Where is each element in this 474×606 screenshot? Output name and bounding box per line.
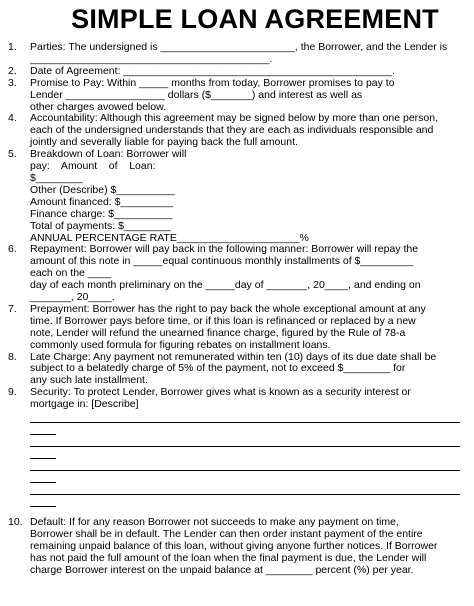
clause-line: commonly used formula for figuring rebates on installment loans. <box>30 338 331 351</box>
clause-prepayment <box>8 304 460 352</box>
security-blank-line-short[interactable] <box>30 482 56 483</box>
clause-number: 5. <box>8 148 17 161</box>
clause-line: each of the undersigned understands that they are each as individuals responsible and <box>30 124 434 137</box>
clause-line: _________________________________________. <box>30 52 273 65</box>
clause-line: Lender _________________ dollars ($_______) and interest as well as <box>30 88 363 101</box>
agreement-body <box>8 42 460 577</box>
clause-line: charge Borrower interest on the unpaid balance at ________ percent (%) per year. <box>30 563 414 576</box>
clause-number: 1. <box>8 41 17 53</box>
clause-line: each on the ____ <box>30 267 112 280</box>
clause-line: Late Charge: Any payment not remunerated within ten (10) days of its due date shall be <box>30 350 437 363</box>
clause-default <box>8 517 460 577</box>
clause-line: $________ <box>30 171 83 184</box>
clause-line: Total of payments: $________ <box>30 219 171 232</box>
clause-line: any such late installment. <box>30 374 148 387</box>
clause-line: other charges avowed below. <box>30 100 167 113</box>
clause-security <box>8 387 460 517</box>
clause-number: 4. <box>8 112 17 125</box>
clause-line: day of each month preliminary on the _____day of _______, 20____, and ending on <box>30 279 421 292</box>
clause-line: subject to a belatedly charge of 5% of the payment, not to exceed $________ for <box>30 362 406 375</box>
clause-parties <box>8 42 460 66</box>
clause-number: 8. <box>8 350 17 363</box>
clause-line: Finance charge: $__________ <box>30 207 173 220</box>
clause-line: Repayment: Borrower will pay back in the following manner: Borrower will repay the <box>30 243 419 256</box>
clause-late-charge <box>8 352 460 388</box>
clause-line: Amount financed: $_________ <box>30 195 174 208</box>
clause-line: time. If Borrower pays before time, or if this loan is refinanced or replaced by a new <box>30 314 416 327</box>
clause-line: Date of Agreement: ______________________________________________. <box>30 64 395 77</box>
clause-line: ANNUAL PERCENTAGE RATE_____________________% <box>30 231 309 244</box>
clause-promise-to-pay <box>8 78 460 114</box>
security-blank-line[interactable] <box>30 470 460 471</box>
clause-line: pay: Amount of Loan: <box>30 160 156 173</box>
clause-number: 9. <box>8 386 17 399</box>
clause-line: Promise to Pay: Within _____ months from today, Borrower promises to pay to <box>30 76 395 89</box>
security-blank-line-short[interactable] <box>30 434 56 435</box>
clause-line: Other (Describe) $__________ <box>30 183 175 196</box>
clause-line: remaining unpaid balance of this loan, without giving anyone further notices. If Borrower <box>30 539 438 552</box>
clause-line: Accountability: Although this agreement may be signed below by more than one person, <box>30 112 438 125</box>
clause-line: Default: If for any reason Borrower not succeeds to make any payment on time, <box>30 516 399 529</box>
clause-line: Borrower shall be in default. The Lender can then order instant payment of the entire <box>30 528 423 540</box>
security-blank-line[interactable] <box>30 446 460 447</box>
clause-line: Parties: The undersigned is _______________________, the Borrower, and the Lender is <box>30 41 448 53</box>
clause-number: 10. <box>8 516 23 529</box>
clause-line: mortgage in: [Describe] <box>30 398 139 411</box>
clause-line: Breakdown of Loan: Borrower will <box>30 148 187 161</box>
clause-repayment <box>8 244 460 304</box>
clause-number: 3. <box>8 76 17 89</box>
security-blank-line[interactable] <box>30 422 460 423</box>
clause-breakdown-of-loan <box>8 149 460 244</box>
security-blank-line[interactable] <box>30 494 460 495</box>
clause-accountability <box>8 113 460 149</box>
clause-date-of-agreement <box>8 66 460 78</box>
clause-line: amount of this note in _____equal continuous monthly installments of $_________ <box>30 255 413 268</box>
clause-number: 6. <box>8 243 17 256</box>
clause-line: has not paid the full amount of the loan when the final payment is due, the Lender will <box>30 551 427 564</box>
security-blank-line-short[interactable] <box>30 458 56 459</box>
clause-line: _______, 20____. <box>30 291 115 304</box>
clause-line: note, Lender will refund the unearned finance charge, figured by the Rule of 78-a <box>30 326 406 339</box>
clause-line: jointly and severally liable for paying back the full amount. <box>30 136 298 149</box>
clause-line: Prepayment: Borrower has the right to pay back the whole exceptional amount at any <box>30 302 426 315</box>
clause-line: Security: To protect Lender, Borrower gives what is known as a security interest or <box>30 386 411 399</box>
security-description-area[interactable] <box>30 422 460 507</box>
clause-number: 7. <box>8 302 17 315</box>
page-title: SIMPLE LOAN AGREEMENT <box>71 4 439 34</box>
clause-number: 2. <box>8 64 17 77</box>
